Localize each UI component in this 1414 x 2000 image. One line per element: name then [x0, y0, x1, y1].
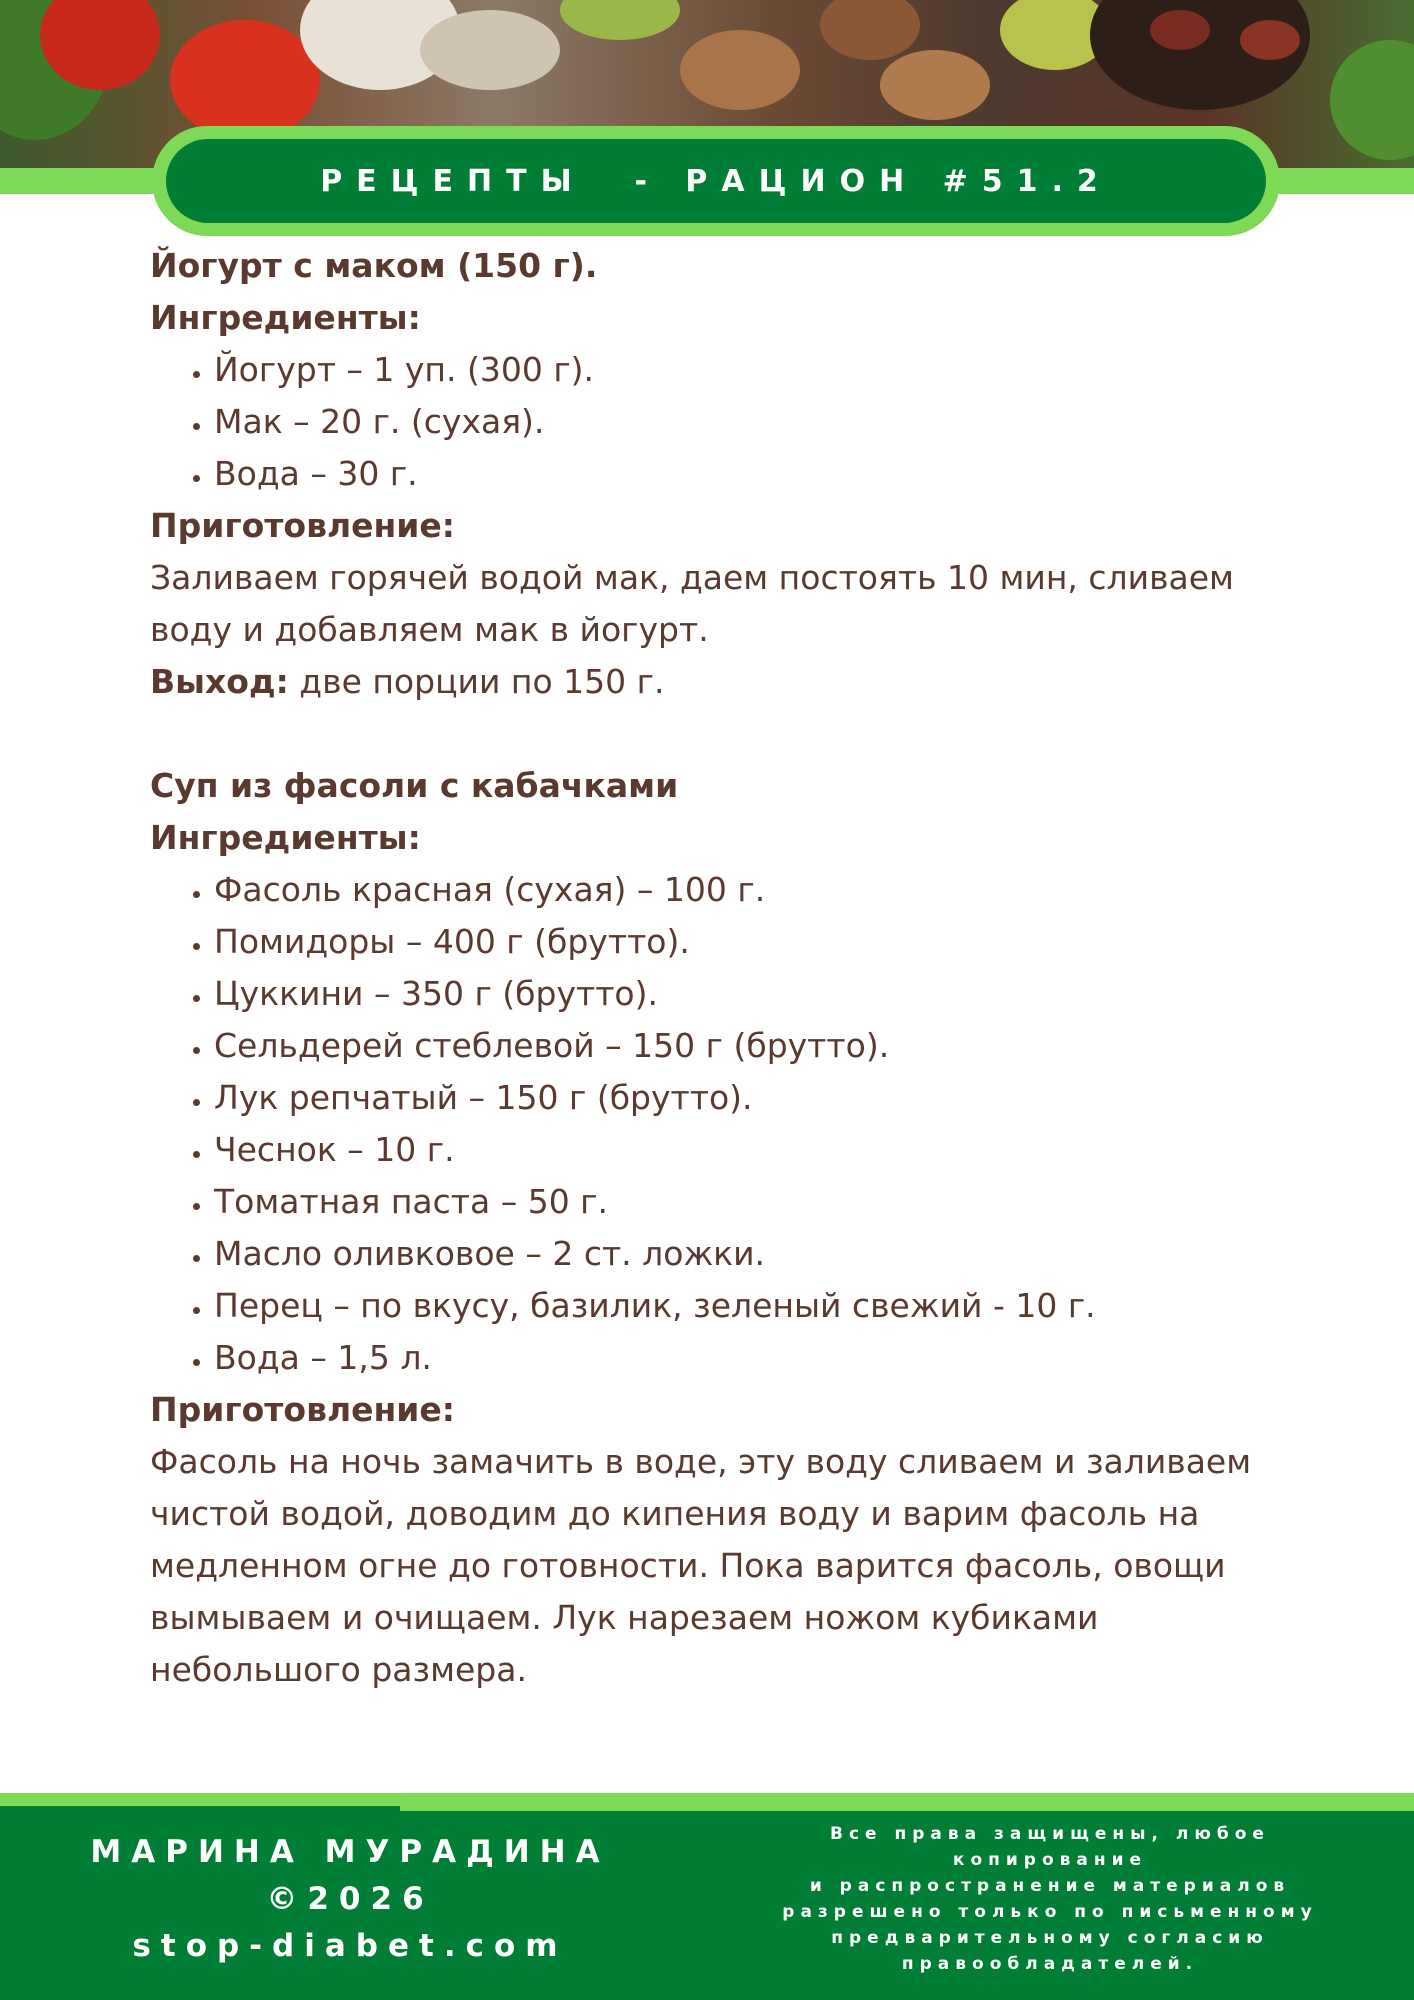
yield-line — [150, 656, 1290, 708]
ingredient-item: • Томатная паста – 50 г. — [214, 1176, 1290, 1228]
preparation-text: Заливаем горячей водой мак, даем постоять 10 мин, сливаем воду и добавляем мак в йогурт. — [150, 558, 1234, 649]
footer-author-block — [70, 1829, 630, 1970]
rights-line: Все права защищены, любое — [830, 1824, 1270, 1844]
preparation-label: Приготовление: — [150, 506, 456, 545]
ingredients-list — [150, 344, 1290, 500]
ingredient-item: • Вода – 30 г. — [214, 448, 1290, 500]
page-title: РЕЦЕПТЫ - РАЦИОН #51.2 — [320, 163, 1112, 199]
recipe-title: Йогурт с маком (150 г). — [150, 246, 598, 285]
yield-label: Выход: — [150, 662, 289, 701]
ingredient-item: • Чеснок – 10 г. — [214, 1124, 1290, 1176]
copyright: ©2026 — [266, 1881, 434, 1917]
rights-line: правообладателей. — [901, 1954, 1199, 1974]
rights-line: предварительному согласию — [831, 1928, 1269, 1948]
section-spacer — [150, 708, 1290, 760]
footer — [0, 1811, 1414, 2000]
ingredient-item: • Перец – по вкусу, базилик, зеленый свежий - 10 г. — [214, 1280, 1290, 1332]
preparation-label: Приготовление: — [150, 1390, 456, 1429]
ingredient-item: • Йогурт – 1 уп. (300 г). — [214, 344, 1290, 396]
recipe-bean-soup — [150, 760, 1290, 1696]
author-name: МАРИНА МУРАДИНА — [90, 1834, 610, 1870]
ingredients-list — [150, 864, 1290, 1384]
rights-line: разрешено только по письменному — [782, 1902, 1318, 1922]
ingredient-item: • Масло оливковое – 2 ст. ложки. — [214, 1228, 1290, 1280]
rights-line: копирование — [952, 1850, 1148, 1870]
ingredient-item: • Лук репчатый – 150 г (брутто). — [214, 1072, 1290, 1124]
ingredient-item: • Сельдерей стеблевой – 150 г (брутто). — [214, 1020, 1290, 1072]
ingredient-item: • Вода – 1,5 л. — [214, 1332, 1290, 1384]
rights-notice — [730, 1821, 1370, 1977]
ingredients-label: Ингредиенты: — [150, 818, 421, 857]
yield-text: две порции по 150 г. — [288, 662, 665, 701]
site-url: stop-diabet.com — [132, 1928, 568, 1964]
title-banner-inner — [166, 139, 1266, 223]
ingredient-item: • Цуккини – 350 г (брутто). — [214, 968, 1290, 1020]
ingredient-item: • Помидоры – 400 г (брутто). — [214, 916, 1290, 968]
title-banner — [152, 126, 1280, 236]
recipe-title: Суп из фасоли с кабачками — [150, 766, 679, 805]
preparation-text: Фасоль на ночь замачить в воде, эту воду сливаем и заливаем чистой водой, доводим до кипения воду и варим фасоль на медленном огне до готовности. Пока варится фасоль, овощи вымываем и очищаем. Лук нарезаем ножом кубиками небольшого размера. — [150, 1442, 1252, 1689]
ingredient-item: • Мак – 20 г. (сухая). — [214, 396, 1290, 448]
ingredients-label: Ингредиенты: — [150, 298, 421, 337]
ingredient-item: • Фасоль красная (сухая) – 100 г. — [214, 864, 1290, 916]
recipe-content — [150, 240, 1290, 1696]
rights-line: и распространение материалов — [809, 1876, 1291, 1896]
recipe-yogurt — [150, 240, 1290, 708]
